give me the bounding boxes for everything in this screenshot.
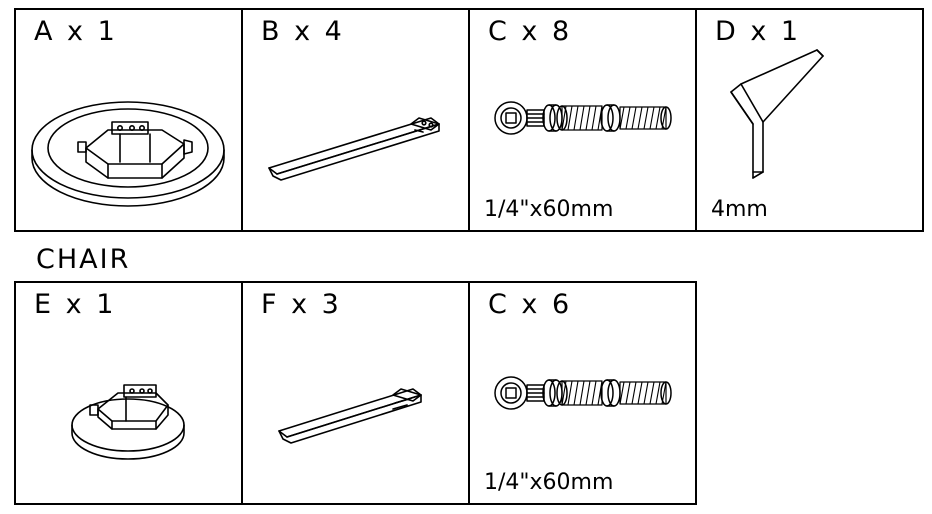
part-label-d: D x 1 — [715, 16, 802, 47]
section-title-chair: CHAIR — [36, 244, 131, 275]
part-cell-c-chair — [468, 281, 697, 505]
part-caption-c-table: 1/4"x60mm — [484, 197, 614, 222]
part-caption-c-chair: 1/4"x60mm — [484, 470, 614, 495]
part-cell-e — [14, 281, 243, 505]
part-label-e: E x 1 — [34, 289, 117, 320]
part-label-a: A x 1 — [34, 16, 118, 47]
part-cell-d — [695, 8, 924, 232]
part-cell-a — [14, 8, 243, 232]
parts-group-table — [14, 8, 924, 232]
part-label-c-chair: C x 6 — [488, 289, 573, 320]
part-cell-c-table — [468, 8, 697, 232]
part-caption-d: 4mm — [711, 197, 768, 222]
part-label-b: B x 4 — [261, 16, 345, 47]
part-cell-b — [241, 8, 470, 232]
part-label-f: F x 3 — [261, 289, 342, 320]
part-cell-f — [241, 281, 470, 505]
parts-group-chair — [14, 281, 697, 505]
part-label-c-table: C x 8 — [488, 16, 573, 47]
